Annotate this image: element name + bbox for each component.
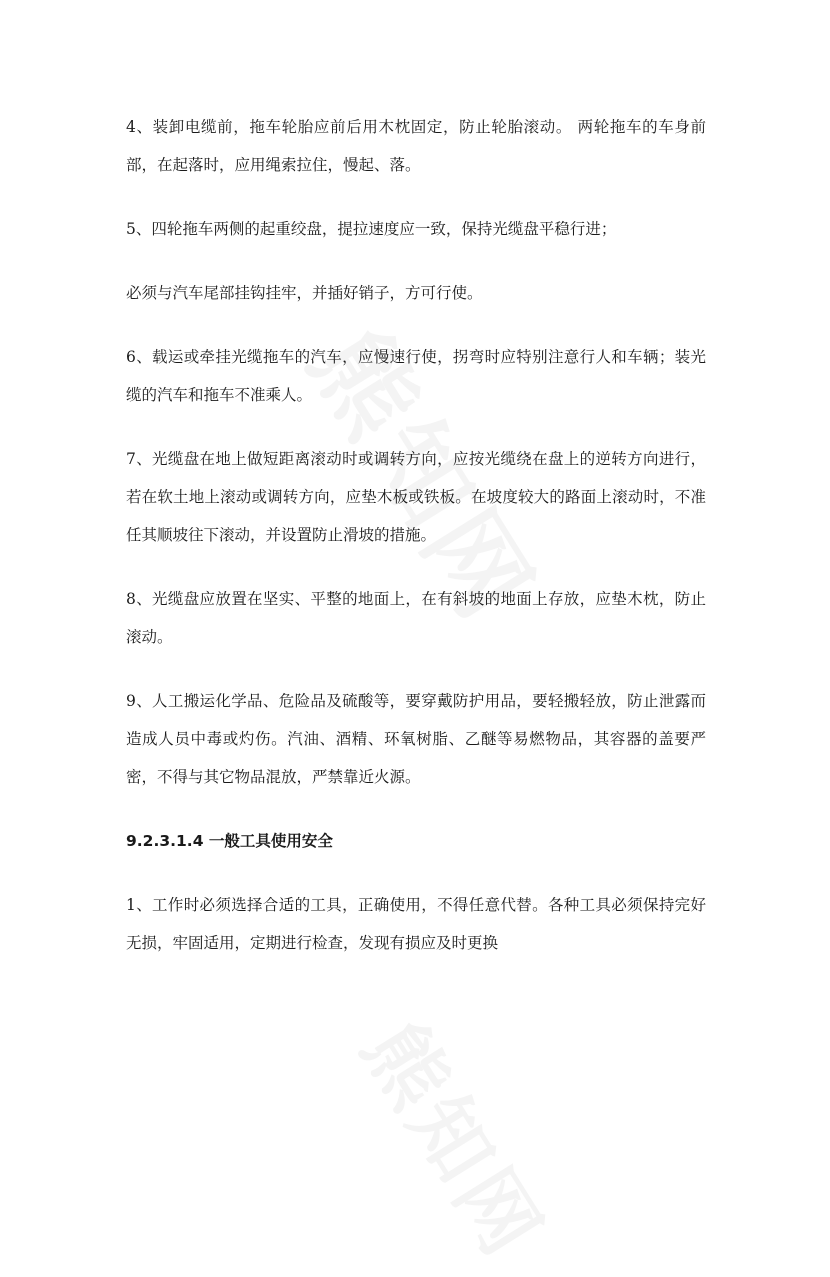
paragraph-8: 8、光缆盘应放置在坚实、平整的地面上，在有斜坡的地面上存放，应垫木枕，防止滚动。: [126, 590, 706, 646]
paragraph-4: 4、装卸电缆前，拖车轮胎应前后用木枕固定，防止轮胎滚动。 两轮拖车的车身前部，在起落时，应用绳索拉住，慢起、落。: [126, 118, 706, 174]
paragraph-6: 6、载运或牵挂光缆拖车的汽车，应慢速行使，拐弯时应特别注意行人和车辆；装光缆的汽车和拖车不准乘人。: [126, 348, 706, 404]
section-heading: 9.2.3.1.4 一般工具使用安全: [126, 832, 333, 850]
paragraph-9: 9、人工搬运化学品、危险品及硫酸等，要穿戴防护用品，要轻搬轻放，防止泄露而造成人员中毒或灼伤。汽油、酒精、环氧树脂、乙醚等易燃物品，其容器的盖要严密，不得与其它物品混放，严禁靠近火源。: [126, 692, 706, 786]
paragraph-5-continued: 必须与汽车尾部挂钩挂牢，并插好销子，方可行使。: [126, 284, 483, 302]
watermark: [342, 998, 576, 1277]
paragraph-7: 7、光缆盘在地上做短距离滚动时或调转方向，应按光缆绕在盘上的逆转方向进行，若在软土地上滚动或调转方向，应垫木板或铁板。在坡度较大的路面上滚动时，不准任其顺坡往下滚动，并设置防止滑坡的措施。: [126, 450, 706, 544]
document-body: [126, 108, 706, 988]
paragraph-5: 5、四轮拖车两侧的起重绞盘，提拉速度应一致，保持光缆盘平稳行进；: [126, 220, 617, 238]
section-paragraph-1: 1、工作时必须选择合适的工具，正确使用，不得任意代替。各种工具必须保持完好无损，牢固适用，定期进行检查，发现有损应及时更换: [126, 896, 706, 952]
